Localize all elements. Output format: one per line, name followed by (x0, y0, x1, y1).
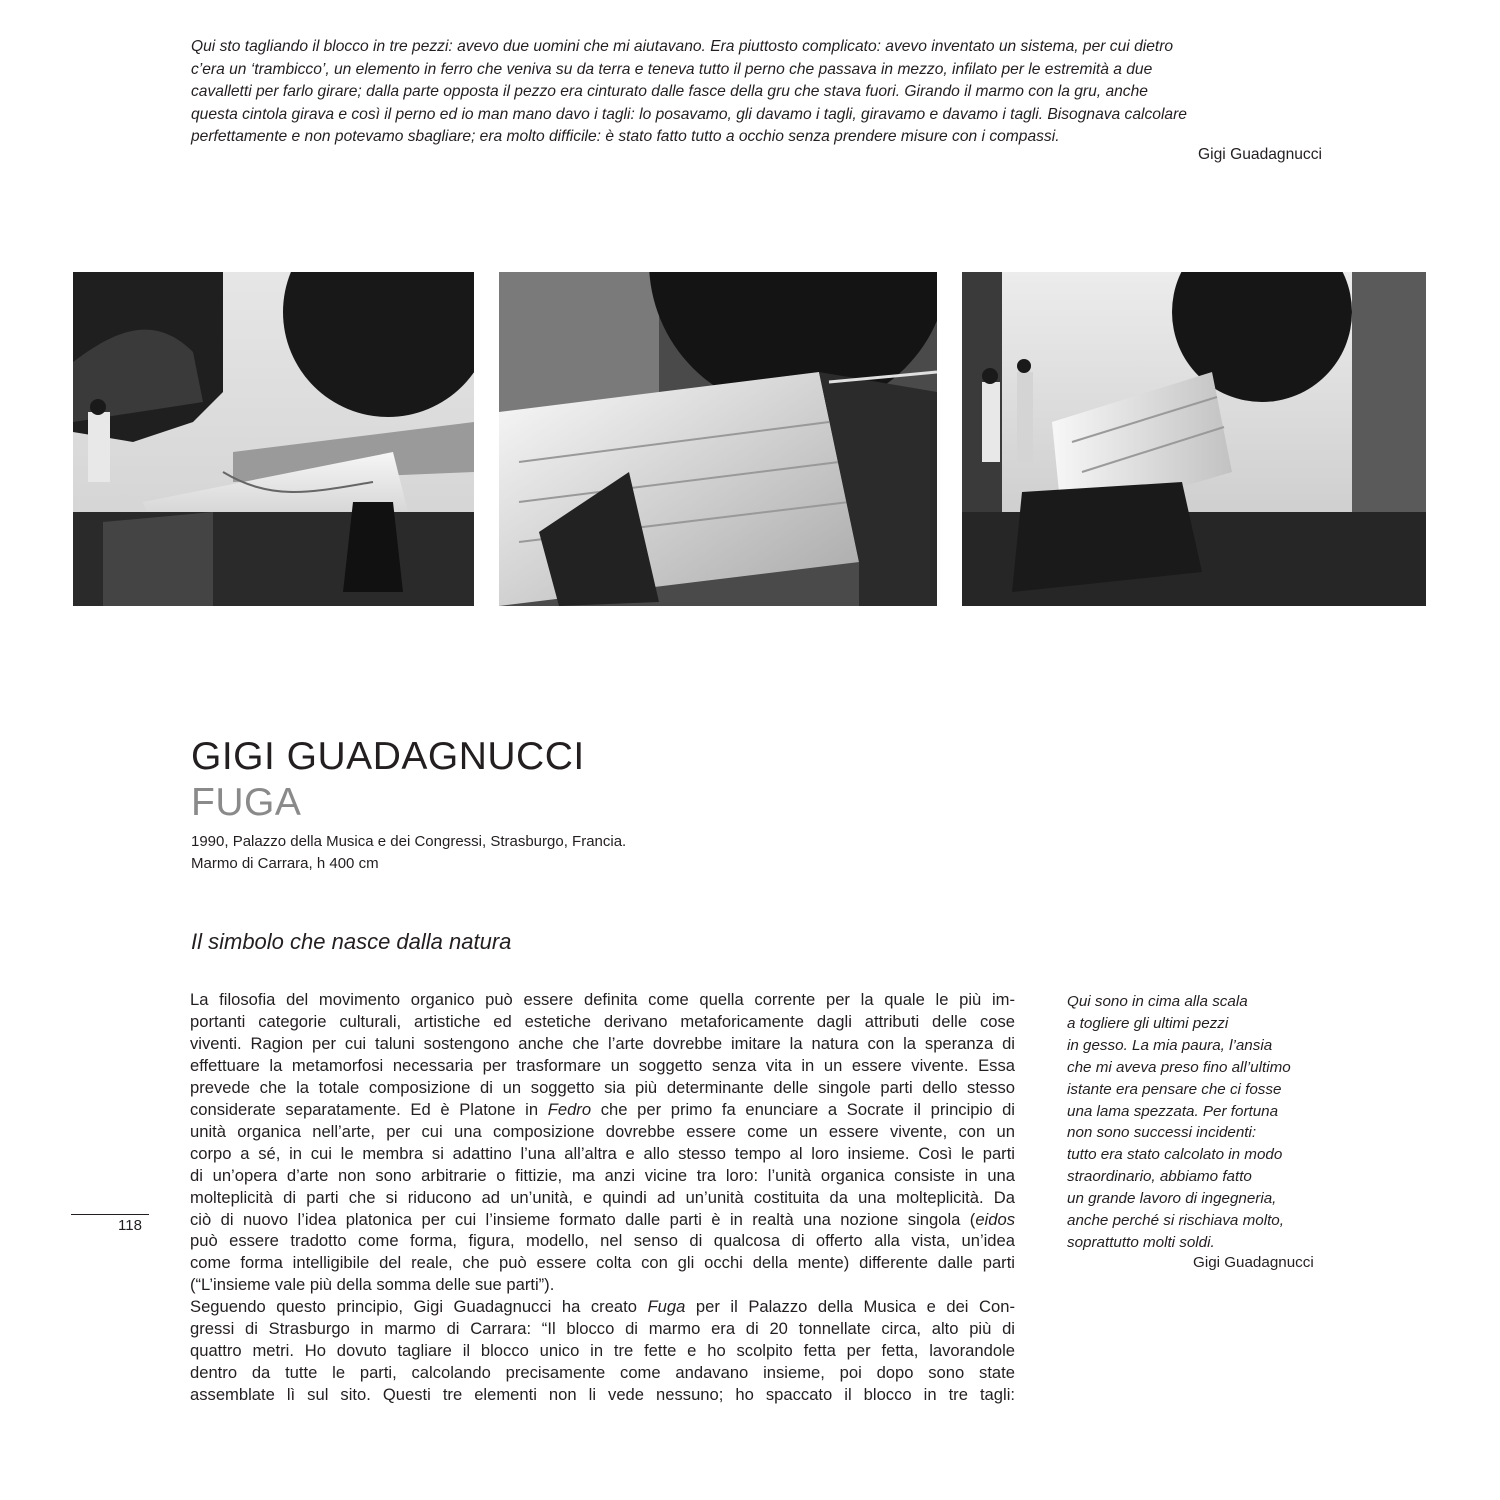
artist-name-title: GIGI GUADAGNUCCI (191, 735, 585, 778)
body-line-text: assemblate lì sul sito. Questi tre elementi non li vede nessuno; ho spaccato il blocco in tre tagli: (190, 1385, 1015, 1405)
body-line (190, 1384, 1015, 1406)
top-quote-line: questa cintola girava e così il perno ed io man mano davo i tagli: lo posavamo, gli davamo i tagli, giravamo e davamo i tagli. Bisognava calcolare (191, 105, 1187, 123)
body-italic-term: eidos (975, 1209, 1015, 1229)
body-line-text: prevede che la totale composizione di un soggetto sia più determinante delle singole parti dello stesso (190, 1077, 1015, 1097)
side-quote-line: Qui sono in cima alla scala (1067, 993, 1248, 1010)
body-line (190, 1011, 1015, 1033)
body-line-text: come forma intelligibile del reale, che può essere colta con gli occhi della mente) differente dalle parti (190, 1253, 1015, 1273)
side-quote-author: Gigi Guadagnucci (1193, 1254, 1314, 1271)
body-line-text: di un’opera d’arte non sono arbitrarie o fittizie, ma anzi vicine tra loro: l’unità organica consiste in una (190, 1165, 1015, 1185)
side-quote-line: tutto era stato calcolato in modo (1067, 1146, 1283, 1164)
photo-sawing-block-3 (962, 272, 1426, 606)
body-line (190, 1230, 1015, 1252)
side-quote-line: anche perché si rischiava molto, (1067, 1212, 1284, 1230)
photo-1-image (73, 272, 474, 606)
body-line-text: per il Palazzo della Musica e dei Con- (685, 1297, 1015, 1317)
body-line-text: Seguendo questo principio, Gigi Guadagnucci ha creato (190, 1297, 648, 1317)
side-quote-line: una lama spezzata. Per fortuna (1067, 1102, 1279, 1120)
side-quote-line: un grande lavoro di ingegneria, (1067, 1190, 1277, 1208)
photo-3-image (962, 272, 1426, 606)
artwork-meta-line: 1990, Palazzo della Musica e dei Congressi, Strasburgo, Francia. (191, 833, 627, 850)
artwork-meta (191, 831, 626, 874)
photo-sawing-block-1 (73, 272, 474, 606)
body-line-text: portanti categorie culturali, artistiche ed estetiche derivano metaforicamente dagli attributi delle cose (190, 1011, 1015, 1031)
body-line (190, 1209, 1015, 1231)
body-line-text: gressi di Strasburgo in marmo di Carrara: “Il blocco di marmo era di 20 tonnellate circa, alto più di (190, 1319, 1015, 1339)
body-line-text: corpo a sé, in cui le membra si adattino l’una all’altra e allo stesso tempo al loro insieme. Così le parti (190, 1143, 1015, 1163)
body-line-text: considerate separatamente. Ed è Platone in (190, 1099, 548, 1119)
top-quote-line: c’era un ‘trambicco’, un elemento in ferro che veniva su da terra e teneva tutto il perno che passava in mezzo, infilato per le estremità a due (191, 60, 1153, 78)
body-text (190, 989, 1015, 1406)
page-number-rule (71, 1214, 149, 1215)
body-line (190, 1121, 1015, 1143)
side-quote (1067, 991, 1291, 1254)
body-line (190, 1318, 1015, 1340)
body-line (190, 1252, 1015, 1274)
body-italic-term: Fedro (547, 1099, 592, 1119)
body-line (190, 989, 1015, 1011)
body-line (190, 1274, 1015, 1296)
body-line-text: viventi. Ragion per cui taluni sostengono anche che l’arte dovrebbe imitare la natura con la speranza di (190, 1033, 1015, 1053)
body-italic-term: Fuga (647, 1297, 686, 1317)
body-line (190, 1165, 1015, 1187)
top-quote-line: cavalletti per farlo girare; dalla parte opposta il pezzo era cinturato dalle fasce della gru che stava fuori. Girando il marmo con la gru, anche (191, 83, 1148, 101)
body-line-text: effettuare la metamorfosi necessaria per trasformare un soggetto senza vita in un essere vivente. Essa (190, 1055, 1015, 1075)
artwork-meta-line: Marmo di Carrara, h 400 cm (191, 854, 379, 872)
body-line (190, 1055, 1015, 1077)
side-quote-line: che mi aveva preso fino all’ultimo (1067, 1058, 1291, 1076)
top-quote-author: Gigi Guadagnucci (1198, 146, 1322, 163)
body-line-text: unità organica nell’arte, per cui una composizione dovrebbe essere come un essere vivente, con un (190, 1121, 1015, 1141)
side-quote-line: non sono successi incidenti: (1067, 1124, 1257, 1142)
body-line (190, 1340, 1015, 1362)
photo-2-image (499, 272, 937, 606)
top-quote (191, 36, 1331, 149)
body-line-text: può essere tradotto come forma, figura, modello, nel senso di qualcosa di offerto alla vista, un’idea (190, 1231, 1015, 1251)
body-line (190, 1187, 1015, 1209)
body-line (190, 1099, 1015, 1121)
section-heading: Il simbolo che nasce dalla natura (191, 929, 512, 954)
body-line-text: La filosofia del movimento organico può essere definita come quella corrente per la quale le più im- (190, 990, 1015, 1009)
photo-sawing-block-2 (499, 272, 937, 606)
artwork-title: FUGA (191, 781, 302, 824)
body-line-text: quattro metri. Ho dovuto tagliare il blocco unico in tre fette e ho scolpito fetta per fetta, lavorandole (190, 1341, 1015, 1361)
body-line (190, 1033, 1015, 1055)
page-number: 118 (118, 1217, 142, 1234)
body-line (190, 1077, 1015, 1099)
side-quote-line: a togliere gli ultimi pezzi (1067, 1014, 1229, 1032)
side-quote-line: istante era pensare che ci fosse (1067, 1080, 1282, 1098)
body-line-text: ciò di nuovo l’idea platonica per cui l’insieme formato dalle parti è in realtà una nozione singola ( (190, 1209, 976, 1229)
body-line (190, 1296, 1015, 1318)
side-quote-line: in gesso. La mia paura, l’ansia (1067, 1036, 1273, 1054)
body-line-text: (“L’insieme vale più della somma delle sue parti”). (190, 1275, 555, 1295)
top-quote-line: Qui sto tagliando il blocco in tre pezzi: avevo due uomini che mi aiutavano. Era piuttosto complicato: avevo inventato un sistema, per cui dietro (191, 38, 1174, 55)
top-quote-line: perfettamente e non potevamo sbagliare; era molto difficile: è stato fatto tutto a occhio senza prendere misure con i compassi. (191, 128, 1060, 146)
body-line-text: dentro da tutte le parti, calcolando precisamente come andavano insieme, poi dopo sono state (190, 1363, 1015, 1383)
side-quote-line: straordinario, abbiamo fatto (1067, 1168, 1252, 1186)
body-line-text: che per primo fa enunciare a Socrate il principio di (591, 1099, 1015, 1119)
body-line (190, 1362, 1015, 1384)
side-quote-line: soprattutto molti soldi. (1067, 1233, 1215, 1251)
body-line (190, 1143, 1015, 1165)
body-line-text: molteplicità di parti che si riducono ad un’unità, e quindi ad un’unità costituita da una molteplicità. Da (190, 1187, 1015, 1207)
